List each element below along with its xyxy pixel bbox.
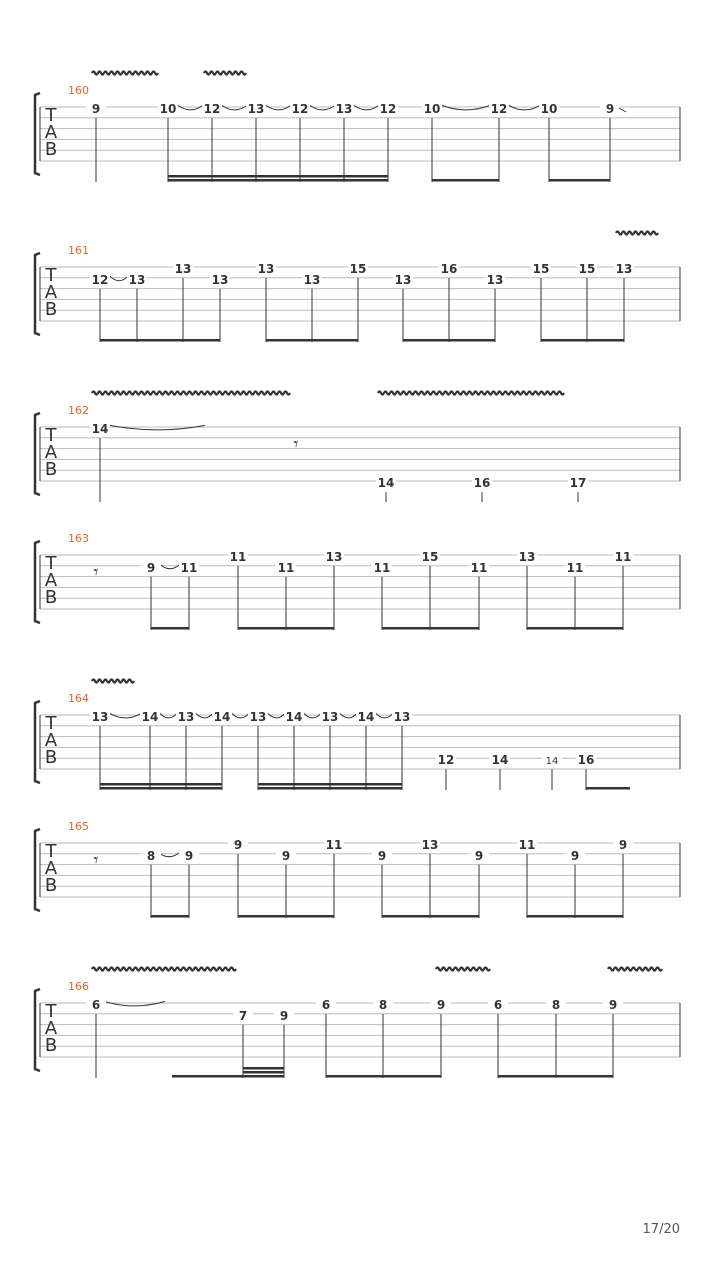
fret-number: 10 — [423, 102, 441, 116]
fret-number: 9 — [605, 102, 615, 116]
fret-number: 9 — [281, 848, 291, 863]
fret-number: 11 — [566, 560, 584, 575]
fret-number: 14 — [141, 710, 159, 724]
fret-number: 11 — [180, 560, 198, 575]
fret-number: 11 — [325, 838, 343, 852]
measure-number: 164 — [68, 692, 89, 705]
slur-mark — [268, 713, 285, 718]
tab-clef-letter: T — [45, 1001, 57, 1022]
fret-number: 8 — [378, 998, 388, 1012]
eighth-rest-icon: 𝄾 — [293, 434, 299, 455]
beam — [100, 787, 222, 790]
fret-number: 14 — [213, 710, 231, 724]
tab-system-161 — [35, 232, 680, 343]
fret-number: 12 — [91, 272, 109, 287]
fret-number: 13 — [177, 710, 195, 724]
fret-number: 13 — [421, 838, 439, 852]
slur-mark — [178, 105, 203, 110]
beam — [151, 915, 189, 918]
eighth-rest-icon: 𝄾 — [93, 562, 99, 583]
measure-number: 163 — [68, 532, 89, 545]
tab-clef-letter: T — [45, 841, 57, 862]
vibrato-mark — [616, 232, 658, 235]
fret-number: 13 — [394, 272, 412, 287]
fret-number: 14 — [545, 756, 559, 768]
fret-number: 10 — [540, 102, 558, 116]
slur-mark — [222, 105, 247, 110]
tab-clef-letter: B — [44, 747, 58, 768]
tab-clef-letter: T — [45, 265, 57, 286]
slur-mark — [310, 105, 335, 110]
fret-number: 7 — [238, 1008, 248, 1023]
fret-number: 9 — [436, 998, 446, 1012]
vibrato-mark — [608, 968, 662, 971]
fret-number: 15 — [349, 262, 367, 276]
vibrato-mark — [92, 680, 134, 683]
fret-number: 14 — [357, 710, 375, 724]
fret-number: 15 — [532, 262, 550, 276]
tab-clef-letter: A — [44, 1018, 58, 1039]
slur-mark — [304, 713, 321, 718]
system-bracket — [35, 253, 40, 335]
tab-clef-letter: T — [45, 553, 57, 574]
fret-number: 13 — [174, 262, 192, 276]
tab-clef-letter: A — [44, 858, 58, 879]
tab-system-163 — [35, 532, 680, 630]
slide-mark — [619, 108, 626, 112]
fret-number: 14 — [91, 422, 109, 436]
measure-number: 165 — [68, 820, 89, 833]
tab-clef-letter: A — [44, 282, 58, 303]
fret-number: 14 — [377, 476, 395, 490]
fret-number: 13 — [128, 272, 146, 287]
tab-clef-letter: A — [44, 570, 58, 591]
fret-number: 11 — [373, 560, 391, 575]
vibrato-mark — [92, 968, 236, 971]
fret-number: 12 — [490, 102, 508, 116]
beam — [168, 175, 388, 178]
fret-number: 9 — [618, 838, 628, 852]
eighth-rest-icon: 𝄾 — [93, 850, 99, 871]
slur-mark — [442, 105, 490, 110]
slur-mark — [196, 713, 213, 718]
tab-system-162 — [35, 392, 680, 503]
beam — [168, 179, 388, 182]
fret-number: 17 — [569, 476, 587, 490]
fret-number: 13 — [257, 262, 275, 276]
fret-number: 6 — [321, 998, 331, 1012]
slur-mark — [376, 713, 393, 718]
fret-number: 13 — [211, 272, 229, 287]
fret-number: 9 — [146, 560, 156, 575]
measure-number: 160 — [68, 84, 89, 97]
fret-number: 9 — [570, 848, 580, 863]
slur-mark — [354, 105, 379, 110]
page-number: 17/20 — [642, 1222, 680, 1237]
beam — [432, 179, 499, 182]
slur-mark — [104, 1001, 165, 1006]
vibrato-mark — [92, 72, 158, 75]
slur-mark — [232, 713, 249, 718]
fret-number: 11 — [229, 550, 247, 564]
fret-number: 16 — [440, 262, 458, 276]
tab-clef-letter: T — [45, 105, 57, 126]
beam — [151, 627, 189, 630]
tab-clef-letter: B — [44, 459, 58, 480]
fret-number: 13 — [335, 102, 353, 116]
tab-clef-letter: A — [44, 122, 58, 143]
fret-number: 11 — [518, 838, 536, 852]
vibrato-mark — [436, 968, 490, 971]
fret-number: 11 — [614, 550, 632, 564]
beam — [243, 1075, 284, 1078]
beam — [100, 783, 222, 786]
measure-number: 166 — [68, 980, 89, 993]
slur-mark — [160, 564, 180, 569]
vibrato-mark — [204, 72, 246, 75]
fret-number: 9 — [184, 848, 194, 863]
tab-clef-letter: B — [44, 1035, 58, 1056]
fret-number: 13 — [303, 272, 321, 287]
system-bracket — [35, 413, 40, 495]
fret-number: 9 — [233, 838, 243, 852]
system-bracket — [35, 989, 40, 1071]
slur-mark — [160, 713, 177, 718]
fret-number: 6 — [493, 998, 503, 1012]
fret-number: 9 — [279, 1008, 289, 1023]
tab-clef-letter: B — [44, 299, 58, 320]
tab-system-164 — [35, 680, 680, 791]
fret-number: 13 — [247, 102, 265, 116]
fret-number: 16 — [577, 753, 595, 768]
tab-clef-letter: A — [44, 730, 58, 751]
tab-system-160 — [35, 72, 680, 183]
slur-mark — [110, 425, 205, 430]
fret-number: 9 — [377, 848, 387, 863]
fret-number: 13 — [518, 550, 536, 564]
slur-mark — [509, 105, 540, 110]
tab-clef-letter: A — [44, 442, 58, 463]
beam — [243, 1071, 284, 1074]
slur-mark — [110, 713, 141, 718]
fret-number: 9 — [474, 848, 484, 863]
fret-number: 13 — [249, 710, 267, 724]
tab-clef-letter: B — [44, 875, 58, 896]
tab-clef-letter: B — [44, 587, 58, 608]
fret-number: 8 — [146, 848, 156, 863]
fret-number: 10 — [159, 102, 177, 116]
tab-clef-letter: B — [44, 139, 58, 160]
fret-number: 14 — [285, 710, 303, 724]
slur-mark — [340, 713, 357, 718]
fret-number: 12 — [203, 102, 221, 116]
vibrato-mark — [378, 392, 564, 395]
fret-number: 16 — [473, 476, 491, 490]
fret-number: 13 — [615, 262, 633, 276]
fret-number: 13 — [393, 710, 411, 724]
beam — [100, 339, 220, 342]
measure-number: 162 — [68, 404, 89, 417]
fret-number: 12 — [437, 753, 455, 768]
tab-clef-letter: T — [45, 425, 57, 446]
slur-mark — [110, 276, 128, 281]
fret-number: 11 — [277, 560, 295, 575]
system-bracket — [35, 829, 40, 911]
fret-number: 12 — [291, 102, 309, 116]
system-bracket — [35, 541, 40, 623]
fret-number: 9 — [608, 998, 618, 1012]
vibrato-mark — [92, 392, 290, 395]
beam — [541, 339, 624, 342]
slur-mark — [158, 852, 180, 857]
tab-clef-letter: T — [45, 713, 57, 734]
fret-number: 15 — [578, 262, 596, 276]
fret-number: 13 — [91, 710, 109, 724]
tab-system-165 — [35, 820, 680, 918]
system-bracket — [35, 701, 40, 783]
fret-number: 15 — [421, 550, 439, 564]
slur-mark — [266, 105, 291, 110]
fret-number: 14 — [491, 753, 509, 768]
fret-number: 12 — [379, 102, 397, 116]
fret-number: 13 — [321, 710, 339, 724]
beam — [549, 179, 610, 182]
measure-number: 161 — [68, 244, 89, 257]
fret-number: 6 — [91, 998, 101, 1012]
fret-number: 13 — [325, 550, 343, 564]
beam — [586, 787, 630, 790]
tab-system-166 — [35, 968, 680, 1079]
fret-number: 11 — [470, 560, 488, 575]
fret-number: 13 — [486, 272, 504, 287]
fret-number: 9 — [91, 102, 101, 116]
beam — [243, 1067, 284, 1070]
system-bracket — [35, 93, 40, 175]
fret-number: 8 — [551, 998, 561, 1012]
